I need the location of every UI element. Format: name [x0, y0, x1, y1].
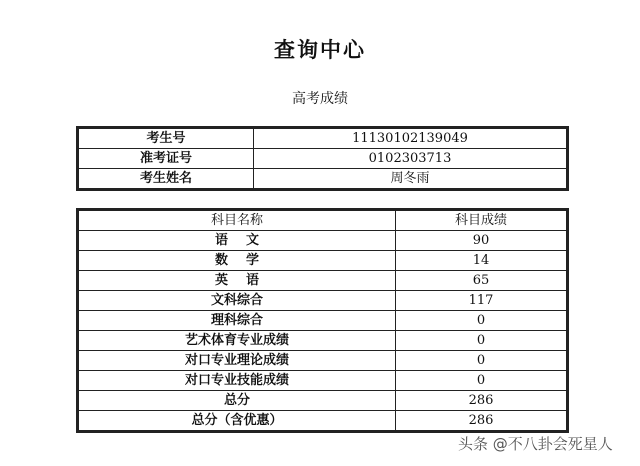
table-header-row: [78, 210, 568, 231]
table-row: [78, 271, 568, 291]
page-title: 查询中心: [274, 38, 366, 62]
candidate-name-value: 周冬雨: [254, 169, 568, 190]
subject-name: 艺术体育专业成绩: [78, 331, 396, 351]
score-table: [76, 208, 569, 433]
subject-score: 0: [396, 331, 568, 351]
total-score-label: 总分: [78, 391, 396, 411]
subject-name: 语 文: [78, 231, 396, 251]
subject-name-header: 科目名称: [78, 210, 396, 231]
subject-score: 14: [396, 251, 568, 271]
admission-ticket-label: 准考证号: [78, 149, 254, 169]
page-subtitle: 高考成绩: [292, 91, 348, 107]
table-row: [78, 311, 568, 331]
subject-score: 0: [396, 351, 568, 371]
table-row: [78, 128, 568, 149]
table-row: [78, 371, 568, 391]
candidate-info-table: [76, 126, 569, 191]
candidate-name-label: 考生姓名: [78, 169, 254, 190]
subject-name: 理科综合: [78, 311, 396, 331]
subject-score: 65: [396, 271, 568, 291]
subject-score: 0: [396, 311, 568, 331]
total-with-bonus-label: 总分（含优惠）: [78, 411, 396, 432]
subject-score: 117: [396, 291, 568, 311]
table-row: [78, 351, 568, 371]
table-row: [78, 391, 568, 411]
total-score-value: 286: [396, 391, 568, 411]
table-row: [78, 231, 568, 251]
subject-name: 英 语: [78, 271, 396, 291]
table-row: [78, 331, 568, 351]
table-row: [78, 291, 568, 311]
table-row: [78, 149, 568, 169]
table-row: [78, 169, 568, 190]
subject-name: 数 学: [78, 251, 396, 271]
table-row: [78, 251, 568, 271]
candidate-number-label: 考生号: [78, 128, 254, 149]
subject-score: 0: [396, 371, 568, 391]
table-row: [78, 411, 568, 432]
subject-score: 90: [396, 231, 568, 251]
admission-ticket-value: 0102303713: [254, 149, 568, 169]
subject-score-header: 科目成绩: [396, 210, 568, 231]
subject-name: 文科综合: [78, 291, 396, 311]
candidate-number-value: 11130102139049: [254, 128, 568, 149]
total-with-bonus-value: 286: [396, 411, 568, 432]
watermark: 头条 @不八卦会死星人: [458, 435, 613, 453]
subject-name: 对口专业技能成绩: [78, 371, 396, 391]
subject-name: 对口专业理论成绩: [78, 351, 396, 371]
